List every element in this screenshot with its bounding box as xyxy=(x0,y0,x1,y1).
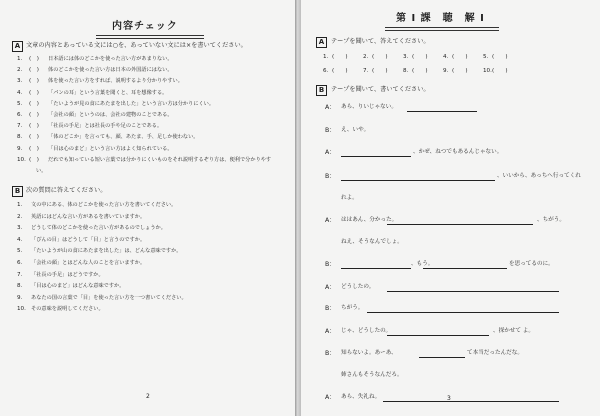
item-number: 5. xyxy=(17,100,23,107)
title-underline xyxy=(96,35,204,36)
question-number: 9. xyxy=(17,294,23,301)
answer-paren[interactable]: ( ) xyxy=(29,123,39,130)
speaker-label: B： xyxy=(325,127,336,134)
speaker-label: B： xyxy=(325,350,336,357)
right-page xyxy=(301,0,600,416)
question-number: 7. xyxy=(17,271,23,278)
dialog-text: 知らないよ。あーあ、 xyxy=(341,350,397,356)
item-text: 日本語には体のどこかを使った言い方があまりない。 xyxy=(48,56,173,62)
answer-paren[interactable]: ( ) xyxy=(29,100,39,107)
item-number: 3. xyxy=(17,78,23,85)
section-a-box: A xyxy=(12,41,23,52)
dialog-text: ははあん、分かった。 xyxy=(341,217,398,223)
fill-in-blank[interactable] xyxy=(407,111,477,112)
dialog-text: あら、失礼ね。 xyxy=(341,394,381,400)
question-text: 「社長の手足」はどうですか。 xyxy=(31,271,104,278)
answer-paren[interactable]: ( ) xyxy=(29,78,39,85)
question-text: 「目は心のまど」はどんな意味ですか。 xyxy=(31,283,125,290)
dialog-text: え、いや。 xyxy=(341,127,370,133)
item-number: 8. xyxy=(17,134,23,141)
answer-paren[interactable]: ( ) xyxy=(29,134,39,141)
dialog-text: じゃ、どうしたの。 xyxy=(341,328,392,334)
title-underline-2 xyxy=(96,38,204,39)
question-text: あなたの国の言葉で「目」を使った言い方を一つ書いてください。 xyxy=(31,294,187,301)
answer-number: 4. xyxy=(443,54,449,60)
answer-number: 8. xyxy=(403,68,409,74)
question-number: 1. xyxy=(17,202,23,208)
right-page-title: 第 I 課 聴 解 I xyxy=(396,13,485,24)
speaker-label: A： xyxy=(325,328,336,335)
answer-paren[interactable]: ( ) xyxy=(332,68,348,74)
section-b-instruction: テープを聞いて、書いてください。 xyxy=(331,86,430,93)
fill-in-blank[interactable] xyxy=(341,268,411,269)
answer-number: 2. xyxy=(363,54,369,60)
dialog-text: れよ。 xyxy=(341,195,358,201)
section-a-instruction: テープを聞いて、答えてください。 xyxy=(331,38,430,45)
question-number: 5. xyxy=(17,248,23,255)
answer-paren[interactable]: ( ) xyxy=(29,56,39,62)
fill-in-blank[interactable] xyxy=(387,335,489,336)
title-underline-2 xyxy=(385,30,499,31)
answer-paren[interactable]: ( ) xyxy=(452,54,468,60)
fill-in-blank[interactable] xyxy=(383,401,559,402)
item-text: 体を使った言い方をすれば、説明するより分かりやすい。 xyxy=(48,78,183,85)
question-text: 文の中にある、体のどこかを使った言い方を書いてください。 xyxy=(31,202,177,208)
question-number: 6. xyxy=(17,260,23,266)
question-text: その意味を説明してください。 xyxy=(31,306,104,313)
item-text: 「会社の顔」というのは、会社の建物のことである。 xyxy=(48,112,173,118)
dialog-text: を思ってるのに。 xyxy=(509,261,554,267)
fill-in-blank[interactable] xyxy=(423,268,507,269)
item-number: 6. xyxy=(17,112,23,118)
speaker-label: A： xyxy=(325,217,336,224)
dialog-text: あら、りいじゃない。 xyxy=(341,104,397,110)
answer-number: 1. xyxy=(323,54,329,60)
fill-in-blank[interactable] xyxy=(419,357,465,358)
fill-in-blank[interactable] xyxy=(387,291,559,292)
answer-paren[interactable]: ( ) xyxy=(412,68,428,74)
section-b-instruction: 次の質問に答えてください。 xyxy=(26,187,107,194)
question-text: 英語にはどんな言い方があるを書いていますか。 xyxy=(31,213,146,220)
fill-in-blank[interactable] xyxy=(341,156,411,157)
title-underline xyxy=(385,27,499,28)
item-text: だれでも知っている短い言葉では分かりにくいものをそれ説明するぞり方は、便利で分かりやす xyxy=(48,156,272,163)
fill-in-blank[interactable] xyxy=(341,180,495,181)
dialog-text: どうしたの。 xyxy=(341,284,375,290)
dialog-text: 姉さんもそうなんだろ。 xyxy=(341,372,403,378)
item-text: 「目は心のまど」という言い方はよく知られている。 xyxy=(48,145,173,152)
answer-number: 3. xyxy=(403,54,409,60)
dialog-text: て本当だったんだな。 xyxy=(467,350,523,356)
item-number: 4. xyxy=(17,89,23,96)
item-text: 体のどこかを使った言い方は日本の外国語にはない。 xyxy=(48,67,173,74)
section-a-box: A xyxy=(316,37,327,48)
answer-paren[interactable]: ( ) xyxy=(29,67,39,74)
section-a-instruction: 文章の内容とあっている文には○を、あっていない文には×を書いてください。 xyxy=(26,42,247,49)
answer-number: 10. xyxy=(483,68,492,74)
speaker-label: B： xyxy=(325,173,336,180)
question-text: 「たいようが山の食にあたまを出した」は、どんな意味ですか。 xyxy=(31,248,182,255)
dialog-text: 、いいから、あっちへ行ってくれ xyxy=(497,173,581,179)
item-number: 2. xyxy=(17,67,23,74)
page-number-left: 2 xyxy=(146,393,150,400)
dialog-text: 、ちがう。 xyxy=(537,217,565,223)
fill-in-blank[interactable] xyxy=(367,312,559,313)
answer-paren[interactable]: ( ) xyxy=(412,54,428,60)
speaker-label: A： xyxy=(325,149,336,156)
item-number: 10. xyxy=(17,156,26,163)
item-text: 「社長の手足」とは社長の手や足のことである。 xyxy=(48,123,163,130)
dialog-text: ねえ、そうなんでしょ。 xyxy=(341,239,403,245)
dialog-text: 、もう。 xyxy=(411,261,434,267)
question-number: 8. xyxy=(17,283,23,290)
answer-number: 5. xyxy=(483,54,489,60)
speaker-label: A： xyxy=(325,394,336,401)
question-text: 「会社の顔」とはどんな人のことを言いますか。 xyxy=(31,260,146,266)
left-page xyxy=(0,0,295,416)
dialog-text: 、かぜ、ねつでもあるんじゃない。 xyxy=(413,149,503,155)
item-number: 1. xyxy=(17,56,23,62)
dialog-text: ちがう。 xyxy=(341,305,364,311)
speaker-label: B： xyxy=(325,305,336,312)
answer-paren[interactable]: ( ) xyxy=(492,68,508,74)
page-number-right: 3 xyxy=(447,395,451,402)
question-number: 4. xyxy=(17,236,23,243)
answer-number: 9. xyxy=(443,68,449,74)
question-text: 「ぴんの目」はどうして「目」と言うのですか。 xyxy=(31,236,146,243)
item-text: い。 xyxy=(36,168,47,174)
item-text: 「体のどこか」を言っても、顔、あたま、手、足しか使わない。 xyxy=(48,134,199,141)
answer-paren[interactable]: ( ) xyxy=(332,54,348,60)
section-b-box: B xyxy=(316,85,327,96)
fill-in-blank[interactable] xyxy=(387,224,533,225)
left-page-title: 内容チェック xyxy=(112,21,178,32)
answer-paren[interactable]: ( ) xyxy=(492,54,508,60)
answer-paren[interactable]: ( ) xyxy=(29,145,39,152)
answer-paren[interactable]: ( ) xyxy=(372,68,388,74)
item-number: 9. xyxy=(17,145,23,152)
answer-paren[interactable]: ( ) xyxy=(372,54,388,60)
item-text: 「パンの耳」という言葉を聞くと、耳を想像する。 xyxy=(48,89,168,96)
speaker-label: A： xyxy=(325,104,336,111)
question-number: 2. xyxy=(17,213,23,220)
section-b-box: B xyxy=(12,186,23,197)
answer-number: 7. xyxy=(363,68,369,74)
speaker-label: B： xyxy=(325,261,336,268)
answer-paren[interactable]: ( ) xyxy=(29,89,39,96)
answer-paren[interactable]: ( ) xyxy=(29,112,39,118)
answer-paren[interactable]: ( ) xyxy=(29,156,39,163)
question-number: 3. xyxy=(17,225,23,232)
dialog-text: 、探かせて よ。 xyxy=(493,328,534,334)
question-text: どうして体のどこかを使った言い方があるのでしょうか。 xyxy=(31,225,166,232)
item-number: 7. xyxy=(17,123,23,130)
answer-number: 6. xyxy=(323,68,329,74)
speaker-label: A： xyxy=(325,284,336,291)
item-text: 「たいようが見の食にあたまを出した」という言い方は分かりにくい。 xyxy=(48,100,215,107)
answer-paren[interactable]: ( ) xyxy=(452,68,468,74)
question-number: 10. xyxy=(17,306,26,313)
